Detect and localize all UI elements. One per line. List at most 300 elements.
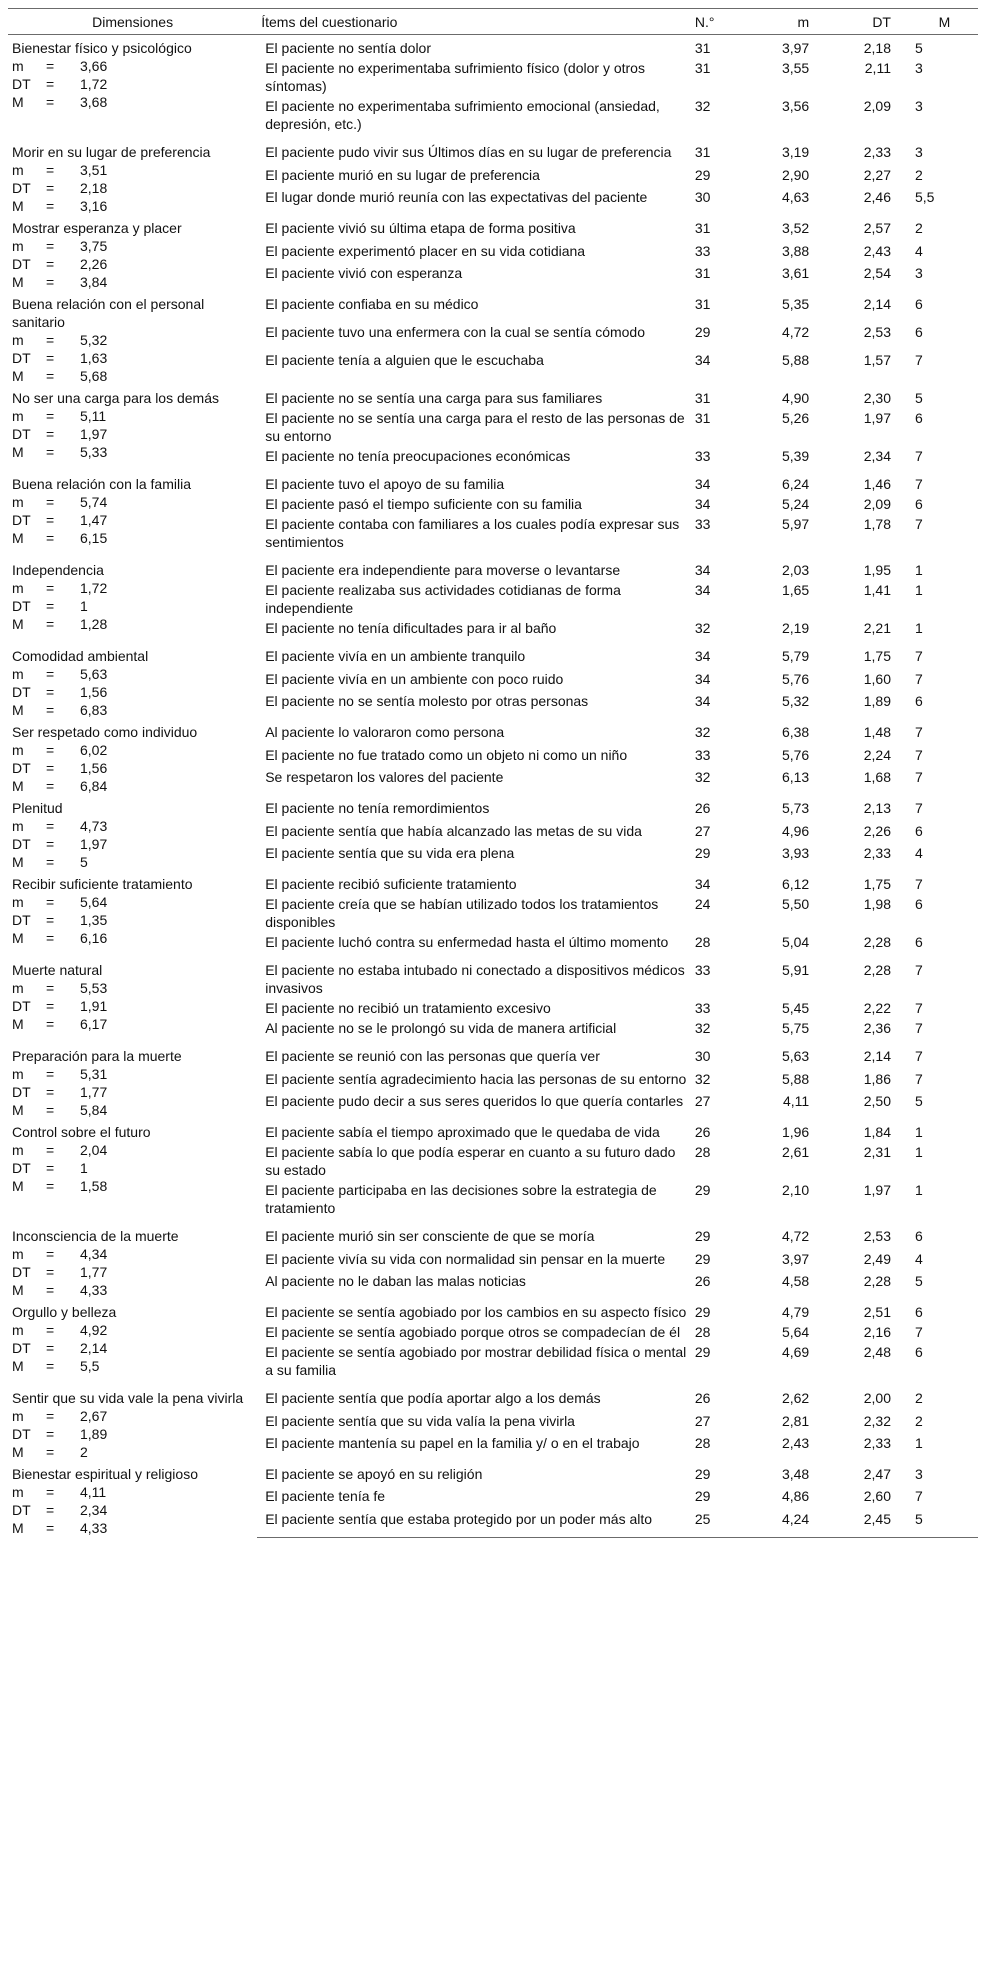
stat-value: 4,73 <box>80 818 108 834</box>
stat-equals: = <box>46 494 55 510</box>
item-mean: 2,61 <box>781 1144 810 1160</box>
item-median: 3 <box>914 98 923 114</box>
stat-value: 2,67 <box>80 1408 108 1424</box>
item-text: El paciente no estaba intubado ni conectado a dispositivos médicos invasivos <box>265 962 685 996</box>
item-sd: 2,31 <box>863 1144 891 1160</box>
stat-value: 2,18 <box>80 180 108 196</box>
stat-equals: = <box>46 894 55 910</box>
stat-equals: = <box>46 912 55 928</box>
item-sd: 2,21 <box>863 620 891 636</box>
stat-label: M <box>12 1016 24 1032</box>
item-n: 34 <box>694 496 711 512</box>
item-median: 1 <box>914 562 923 578</box>
item-text: El paciente creía que se habían utilizado todos los tratamientos disponibles <box>265 896 659 930</box>
item-n: 31 <box>694 60 711 76</box>
stat-value: 2,14 <box>80 1340 108 1356</box>
table-container <box>8 8 978 1538</box>
dimension-stat-dt <box>12 425 253 443</box>
questionnaire-table <box>8 8 978 1538</box>
dimension-cell <box>8 291 257 385</box>
stat-value: 4,11 <box>80 1484 107 1500</box>
dimension-stat-mm <box>12 443 253 461</box>
item-text: El paciente contaba con familiares a los cuales podía expresar sus sentimientos <box>265 516 680 550</box>
stat-value: 6,15 <box>80 530 108 546</box>
item-n: 32 <box>694 620 711 636</box>
item-n: 31 <box>694 144 711 160</box>
stat-label: DT <box>12 1502 31 1518</box>
item-n: 31 <box>694 40 711 56</box>
item-mean: 5,04 <box>781 934 810 950</box>
item-sd: 1,75 <box>863 876 891 892</box>
stat-value: 3,51 <box>80 162 108 178</box>
item-mean: 4,90 <box>781 390 810 406</box>
item-text: El paciente se reunió con las personas que quería ver <box>265 1048 600 1064</box>
stat-label: m <box>12 980 24 996</box>
item-n: 28 <box>694 1144 711 1160</box>
item-median: 6 <box>914 410 923 426</box>
item-text: El paciente sabía el tiempo aproximado que le quedaba de vida <box>265 1124 660 1140</box>
stat-label: m <box>12 238 24 254</box>
item-n: 32 <box>694 1020 711 1036</box>
dimension-cell <box>8 795 257 871</box>
dimension-title: Mostrar esperanza y placer <box>12 220 182 236</box>
stat-label: M <box>12 1444 24 1460</box>
item-n: 33 <box>694 516 711 532</box>
dimension-stat-mm <box>12 529 253 547</box>
item-median: 5 <box>914 1272 923 1289</box>
item-n: 28 <box>694 1324 711 1340</box>
stat-label: M <box>12 444 24 460</box>
stat-equals: = <box>46 854 55 870</box>
dimension-title: Muerte natural <box>12 962 103 978</box>
item-median: 1 <box>914 1434 923 1451</box>
table-row <box>8 471 978 493</box>
stat-value: 4,33 <box>80 1520 108 1536</box>
item-median: 6 <box>914 1304 923 1320</box>
item-sd: 2,36 <box>863 1020 891 1036</box>
item-sd: 2,33 <box>863 144 891 160</box>
table-row <box>8 1223 978 1248</box>
stat-equals: = <box>46 332 55 348</box>
item-text: El paciente se sentía agobiado porque otros se compadecían de él <box>265 1324 681 1340</box>
stat-label: DT <box>12 256 31 272</box>
stat-value: 5,63 <box>80 666 108 682</box>
dimension-stat-mm <box>12 615 253 633</box>
item-text: Al paciente no se le prolongó su vida de manera artificial <box>265 1020 617 1036</box>
item-sd: 1,78 <box>863 516 891 532</box>
stat-label: DT <box>12 760 31 776</box>
stat-equals: = <box>46 408 55 424</box>
stat-label: DT <box>12 76 31 92</box>
stat-equals: = <box>46 1264 55 1280</box>
stat-label: M <box>12 1358 24 1374</box>
stat-label: DT <box>12 1340 31 1356</box>
dimension-cell <box>8 35 257 140</box>
stat-value: 5,64 <box>80 894 108 910</box>
dimension-stat-dt <box>12 997 253 1015</box>
item-text: Al paciente lo valoraron como persona <box>265 724 505 740</box>
item-sd: 2,13 <box>863 800 891 816</box>
item-n: 29 <box>694 1250 711 1267</box>
stat-label: m <box>12 1246 24 1262</box>
stat-value: 5 <box>80 854 88 870</box>
item-mean: 5,76 <box>781 670 810 687</box>
item-mean: 5,75 <box>781 1020 810 1036</box>
stat-label: DT <box>12 1264 31 1280</box>
item-sd: 2,16 <box>863 1324 891 1340</box>
item-sd: 1,97 <box>863 410 891 426</box>
dimension-stat-dt <box>12 511 253 529</box>
dimension-cell <box>8 471 257 557</box>
stat-value: 1,47 <box>80 512 108 528</box>
item-n: 29 <box>694 1466 711 1482</box>
item-sd: 1,86 <box>863 1070 891 1087</box>
item-text: El paciente no experimentaba sufrimiento físico (dolor y otros síntomas) <box>265 60 645 94</box>
stat-equals: = <box>46 1282 55 1298</box>
item-text: Se respetaron los valores del paciente <box>265 768 504 785</box>
dimension-stat-m <box>12 161 253 179</box>
item-sd: 1,75 <box>863 648 891 664</box>
item-mean: 5,63 <box>781 1048 810 1064</box>
stat-equals: = <box>46 1142 55 1158</box>
stat-equals: = <box>46 1408 55 1424</box>
item-median: 4 <box>914 242 923 259</box>
header-n: N.° <box>691 9 738 35</box>
item-n: 26 <box>694 1390 711 1406</box>
item-mean: 5,50 <box>781 896 810 912</box>
stat-label: DT <box>12 426 31 442</box>
stat-label: m <box>12 742 24 758</box>
dimension-stat-m <box>12 331 253 349</box>
item-mean: 5,76 <box>781 746 810 763</box>
stat-label: M <box>12 702 24 718</box>
dimension-stat-dt <box>12 75 253 93</box>
item-mean: 3,97 <box>781 40 810 56</box>
item-text: El paciente sabía lo que podía esperar en cuanto a su futuro dado su estado <box>265 1144 676 1178</box>
item-sd: 2,00 <box>863 1390 891 1406</box>
dimension-stat-mm <box>12 367 253 385</box>
dimension-cell <box>8 1223 257 1299</box>
stat-equals: = <box>46 76 55 92</box>
item-sd: 2,09 <box>863 98 891 114</box>
dimension-title: Sentir que su vida vale la pena vivirla <box>12 1390 244 1406</box>
item-median: 7 <box>914 516 923 532</box>
item-mean: 6,24 <box>781 476 810 492</box>
item-n: 29 <box>694 166 711 183</box>
dimension-title: No ser una carga para los demás <box>12 390 219 406</box>
stat-label: M <box>12 616 24 632</box>
item-mean: 3,56 <box>781 98 810 114</box>
item-sd: 2,50 <box>863 1092 891 1109</box>
stat-equals: = <box>46 836 55 852</box>
stat-value: 6,17 <box>80 1016 108 1032</box>
item-text: El paciente no sentía dolor <box>265 40 431 56</box>
table-row <box>8 1043 978 1068</box>
stat-value: 5,33 <box>80 444 108 460</box>
stat-equals: = <box>46 1102 55 1118</box>
stat-equals: = <box>46 580 55 596</box>
item-sd: 2,54 <box>863 264 891 281</box>
stat-label: M <box>12 274 24 290</box>
dimension-cell <box>8 1461 257 1537</box>
item-mean: 5,24 <box>781 496 810 512</box>
table-row <box>8 871 978 893</box>
stat-equals: = <box>46 1322 55 1338</box>
item-n: 27 <box>694 1412 711 1429</box>
item-median: 6 <box>914 896 923 912</box>
item-mean: 3,97 <box>781 1250 810 1267</box>
item-median: 7 <box>914 1020 923 1036</box>
item-text: El paciente no se sentía molesto por otras personas <box>265 692 589 709</box>
item-sd: 2,09 <box>863 496 891 512</box>
item-median: 1 <box>914 1124 923 1140</box>
item-sd: 2,45 <box>813 1508 897 1537</box>
item-n: 34 <box>694 876 711 892</box>
stat-value: 5,84 <box>80 1102 108 1118</box>
dimension-cell <box>8 643 257 719</box>
item-sd: 1,57 <box>863 352 891 369</box>
stat-value: 6,84 <box>80 778 108 794</box>
stat-value: 2,04 <box>80 1142 108 1158</box>
item-text: El paciente tuvo el apoyo de su familia <box>265 476 505 492</box>
item-n: 33 <box>694 962 711 978</box>
item-median: 1 <box>914 1144 923 1160</box>
item-n: 33 <box>694 1000 711 1016</box>
stat-label: M <box>12 854 24 870</box>
item-sd: 2,28 <box>863 934 891 950</box>
stat-equals: = <box>46 58 55 74</box>
stat-equals: = <box>46 94 55 110</box>
stat-value: 1,89 <box>80 1426 108 1442</box>
dimension-stat-mm <box>12 853 253 871</box>
dimension-stat-dt <box>12 1263 253 1281</box>
dimension-stat-dt <box>12 597 253 615</box>
dimension-stat-mm <box>12 273 253 291</box>
header-median: M <box>897 9 978 35</box>
item-text: El paciente tenía fe <box>265 1488 386 1505</box>
item-median: 7 <box>914 724 923 740</box>
dimension-stat-m <box>12 665 253 683</box>
stat-label: m <box>12 666 24 682</box>
item-median: 5 <box>914 390 923 406</box>
item-text: El paciente pudo decir a sus seres queridos lo que quería contarles <box>265 1092 684 1109</box>
item-text: El paciente experimentó placer en su vida cotidiana <box>265 242 586 259</box>
item-n: 34 <box>694 582 711 598</box>
stat-equals: = <box>46 274 55 290</box>
dimension-stat-mm <box>12 1443 253 1461</box>
dimension-stat-m <box>12 1483 253 1501</box>
header-items: Ítems del cuestionario <box>257 9 691 35</box>
stat-equals: = <box>46 998 55 1014</box>
stat-value: 5,74 <box>80 494 108 510</box>
stat-label: m <box>12 1322 24 1338</box>
item-mean: 5,64 <box>781 1324 810 1340</box>
item-mean: 2,03 <box>781 562 810 578</box>
item-sd: 2,33 <box>863 844 891 861</box>
item-median: 4 <box>914 1250 923 1267</box>
item-sd: 2,14 <box>863 296 891 312</box>
table-row <box>8 643 978 668</box>
stat-value: 1,58 <box>80 1178 108 1194</box>
item-sd: 2,49 <box>863 1250 891 1267</box>
stat-equals: = <box>46 256 55 272</box>
header-dimensiones: Dimensiones <box>8 9 257 35</box>
item-median: 4 <box>914 844 923 861</box>
item-n: 31 <box>694 390 711 406</box>
stat-value: 2,26 <box>80 256 108 272</box>
stat-label: M <box>12 778 24 794</box>
item-n: 33 <box>694 448 711 464</box>
item-median: 7 <box>914 746 923 763</box>
item-mean: 4,96 <box>781 822 810 839</box>
item-text: El paciente participaba en las decisiones sobre la estrategia de tratamiento <box>265 1182 657 1216</box>
item-mean: 4,11 <box>782 1092 810 1109</box>
item-sd: 1,97 <box>863 1182 891 1198</box>
item-sd: 2,22 <box>863 1000 891 1016</box>
item-text: El paciente se sentía agobiado por los cambios en su aspecto físico <box>265 1304 687 1320</box>
stat-value: 1,97 <box>80 426 108 442</box>
stat-value: 3,16 <box>80 198 108 214</box>
item-mean: 2,81 <box>781 1412 810 1429</box>
item-sd: 2,27 <box>863 166 891 183</box>
table-row <box>8 719 978 744</box>
dimension-title: Independencia <box>12 562 104 578</box>
table-row <box>8 1299 978 1321</box>
dimension-stat-mm <box>12 777 253 795</box>
item-text: El paciente vivía en un ambiente tranquilo <box>265 648 526 664</box>
stat-label: DT <box>12 998 31 1014</box>
stat-equals: = <box>46 1084 55 1100</box>
item-n: 34 <box>694 692 711 709</box>
item-mean: 6,38 <box>781 724 810 740</box>
stat-value: 1,77 <box>80 1084 108 1100</box>
item-n: 27 <box>694 822 711 839</box>
dimension-cell <box>8 139 257 215</box>
stat-equals: = <box>46 1426 55 1442</box>
item-median: 7 <box>914 476 923 492</box>
item-median: 7 <box>914 962 923 978</box>
stat-label: M <box>12 530 24 546</box>
stat-equals: = <box>46 1358 55 1374</box>
dimension-title: Inconsciencia de la muerte <box>12 1228 179 1244</box>
item-median: 6 <box>914 1228 923 1244</box>
header-row <box>8 9 978 35</box>
stat-equals: = <box>46 238 55 254</box>
item-median: 2 <box>914 1390 923 1406</box>
item-n: 33 <box>694 242 711 259</box>
item-median: 3 <box>914 60 923 76</box>
item-text: El paciente tenía a alguien que le escuchaba <box>265 352 544 369</box>
item-n: 29 <box>694 844 711 861</box>
stat-equals: = <box>46 1484 55 1500</box>
dimension-stat-m <box>12 893 253 911</box>
item-n: 29 <box>694 1228 711 1244</box>
table-row <box>8 1461 978 1485</box>
item-n: 30 <box>694 188 711 205</box>
stat-label: DT <box>12 1160 31 1176</box>
stat-equals: = <box>46 666 55 682</box>
item-n: 28 <box>694 1434 711 1451</box>
item-sd: 1,98 <box>863 896 891 912</box>
dimension-stat-m <box>12 407 253 425</box>
item-mean: 2,10 <box>781 1182 810 1198</box>
item-median: 2 <box>914 1412 923 1429</box>
stat-value: 3,68 <box>80 94 108 110</box>
item-sd: 2,18 <box>863 40 891 56</box>
table-row <box>8 291 978 321</box>
stat-value: 1,97 <box>80 836 108 852</box>
dimension-cell <box>8 557 257 643</box>
stat-label: m <box>12 408 24 424</box>
item-text: El paciente sentía que estaba protegido por un poder más alto <box>257 1508 691 1537</box>
dimension-stat-m <box>12 579 253 597</box>
stat-value: 4,34 <box>80 1246 108 1262</box>
stat-equals: = <box>46 426 55 442</box>
item-n: 32 <box>694 98 711 114</box>
item-mean: 3,52 <box>781 220 810 236</box>
dimension-title: Buena relación con la familia <box>12 476 191 492</box>
stat-value: 1,91 <box>80 998 108 1014</box>
item-mean: 2,62 <box>781 1390 810 1406</box>
item-n: 24 <box>694 896 711 912</box>
stat-value: 1,72 <box>80 76 108 92</box>
item-median: 1 <box>914 582 923 598</box>
item-sd: 1,41 <box>863 582 891 598</box>
header-mean: m <box>738 9 813 35</box>
item-mean: 4,72 <box>781 1228 810 1244</box>
item-n: 34 <box>694 562 711 578</box>
stat-equals: = <box>46 368 55 384</box>
item-n: 32 <box>694 768 711 785</box>
dimension-cell <box>8 871 257 957</box>
stat-label: M <box>12 930 24 946</box>
stat-value: 1,56 <box>80 684 108 700</box>
stat-equals: = <box>46 1160 55 1176</box>
dimension-stat-mm <box>12 929 253 947</box>
stat-label: m <box>12 332 24 348</box>
item-median: 6 <box>914 296 923 312</box>
stat-value: 2,34 <box>80 1502 108 1518</box>
item-median: 7 <box>914 1070 923 1087</box>
item-sd: 1,68 <box>863 768 891 785</box>
item-text: El paciente no se sentía una carga para sus familiares <box>265 390 603 406</box>
stat-equals: = <box>46 742 55 758</box>
stat-equals: = <box>46 930 55 946</box>
item-mean: 4,58 <box>781 1272 810 1289</box>
dimension-stat-m <box>12 741 253 759</box>
stat-label: DT <box>12 180 31 196</box>
stat-label: M <box>12 94 24 110</box>
item-mean: 5,26 <box>781 410 810 426</box>
item-mean: 5,32 <box>781 692 810 709</box>
item-mean: 3,48 <box>781 1466 810 1482</box>
item-median: 7 <box>914 800 923 816</box>
stat-label: DT <box>12 1426 31 1442</box>
stat-label: DT <box>12 912 31 928</box>
item-sd: 2,51 <box>863 1304 891 1320</box>
stat-label: m <box>12 494 24 510</box>
stat-value: 1,56 <box>80 760 108 776</box>
dimension-title: Comodidad ambiental <box>12 648 149 664</box>
dimension-stat-mm <box>12 701 253 719</box>
item-median: 7 <box>914 1048 923 1064</box>
dimension-stat-dt <box>12 349 253 367</box>
stat-value: 1 <box>80 1160 88 1176</box>
item-text: El paciente murió en su lugar de preferencia <box>265 166 540 183</box>
item-mean: 2,90 <box>781 166 810 183</box>
item-n: 33 <box>694 746 711 763</box>
dimension-stat-dt <box>12 179 253 197</box>
